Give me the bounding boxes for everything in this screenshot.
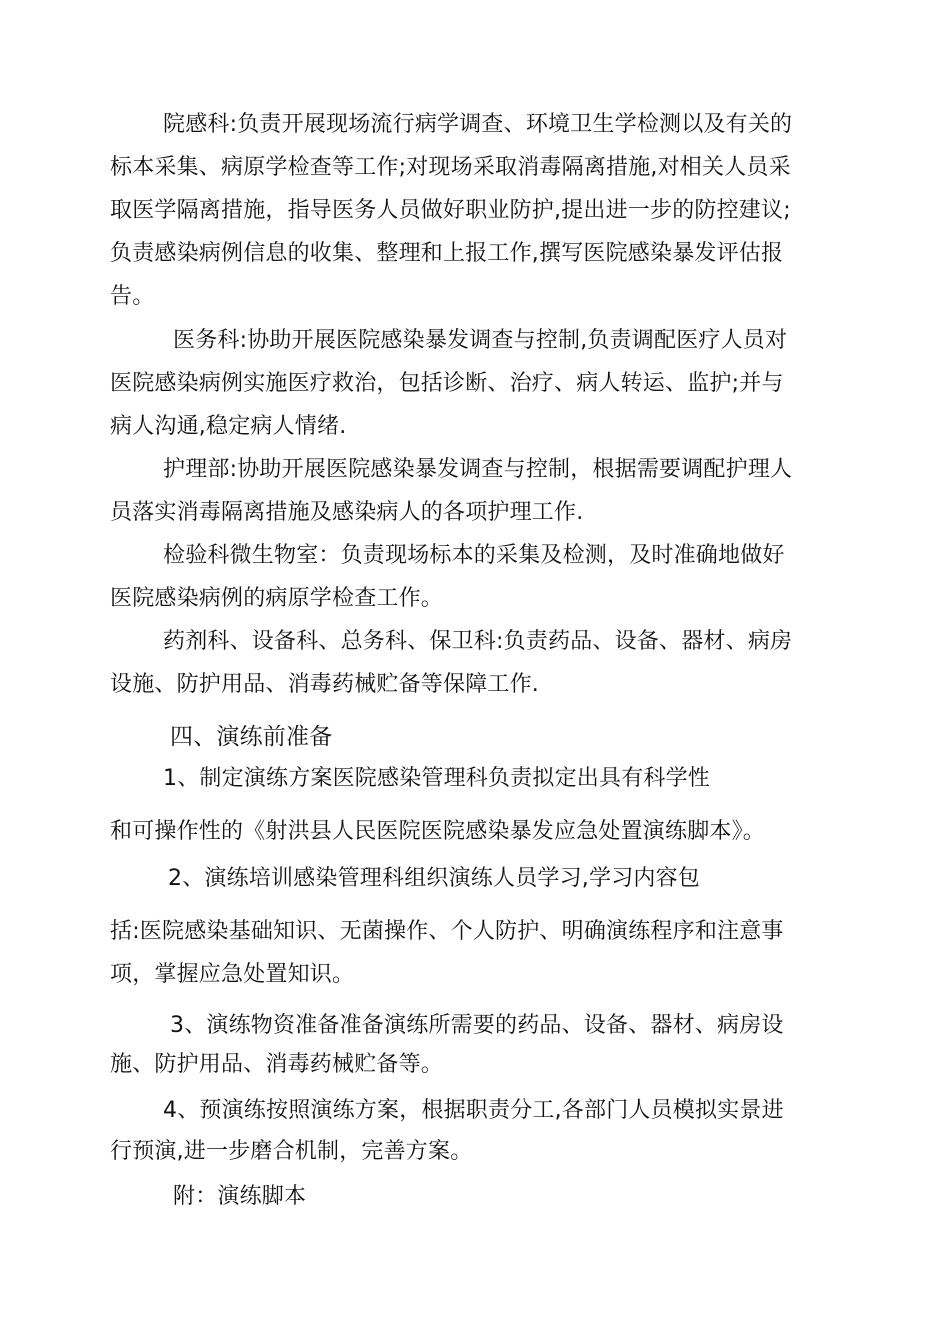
paragraph-line: 医院感染病例实施医疗救治，包括诊断、治疗、病人转运、监护;并与 bbox=[110, 371, 784, 396]
list-item-line: 3、演练物资准备准备演练所需要的药品、设备、器材、病房设 bbox=[170, 1013, 784, 1038]
list-item-line: 施、防护用品、消毒药械贮备等。 bbox=[110, 1052, 444, 1077]
paragraph-line: 医院感染病例的病原学检查工作。 bbox=[110, 586, 444, 611]
paragraph-line: 设施、防护用品、消毒药械贮备等保障工作. bbox=[110, 672, 539, 697]
paragraph-line: 检验科微生物室：负责现场标本的采集及检测，及时准确地做好 bbox=[163, 543, 785, 568]
paragraph-line: 医务科:协助开展医院感染暴发调查与控制,负责调配医疗人员对 bbox=[173, 328, 788, 353]
list-item-line: 行预演,进一步磨合机制，完善方案。 bbox=[110, 1139, 473, 1164]
list-item-line: 2、演练培训感染管理科组织演练人员学习,学习内容包 bbox=[168, 866, 700, 891]
paragraph-line: 员落实消毒隔离措施及感染病人的各项护理工作. bbox=[110, 500, 584, 525]
list-item-line: 括:医院感染基础知识、无菌操作、个人防护、明确演练程序和注意事 bbox=[110, 919, 784, 944]
paragraph-line: 病人沟通,稳定病人情绪. bbox=[110, 414, 347, 439]
list-item-line: 4、预演练按照演练方案，根据职责分工,各部门人员模拟实景进 bbox=[163, 1098, 784, 1123]
list-item-line: 项，掌握应急处置知识。 bbox=[110, 962, 355, 987]
paragraph-line: 院感科:负责开展现场流行病学调查、环境卫生学检测以及有关的 bbox=[163, 112, 793, 137]
paragraph-line: 取医学隔离措施，指导医务人员做好职业防护,提出进一步的防控建议; bbox=[110, 198, 791, 223]
paragraph-line: 标本采集、病原学检查等工作;对现场采取消毒隔离措施,对相关人员采 bbox=[110, 155, 791, 180]
section-heading: 四、演练前准备 bbox=[170, 724, 333, 750]
paragraph-line: 护理部:协助开展医院感染暴发调查与控制，根据需要调配护理人 bbox=[163, 457, 793, 482]
paragraph-line: 药剂科、设备科、总务科、保卫科:负责药品、设备、器材、病房 bbox=[163, 629, 793, 654]
list-item-line: 1、制定演练方案医院感染管理科负责拟定出具有科学性 bbox=[163, 766, 710, 791]
paragraph-line: 告。 bbox=[110, 284, 155, 309]
paragraph-line: 负责感染病例信息的收集、整理和上报工作,撰写医院感染暴发评估报 bbox=[110, 241, 784, 266]
list-item-line: 和可操作性的《射洪县人民医院医院感染暴发应急处置演练脚本》。 bbox=[110, 819, 766, 844]
attachment-line: 附：演练脚本 bbox=[173, 1184, 307, 1209]
